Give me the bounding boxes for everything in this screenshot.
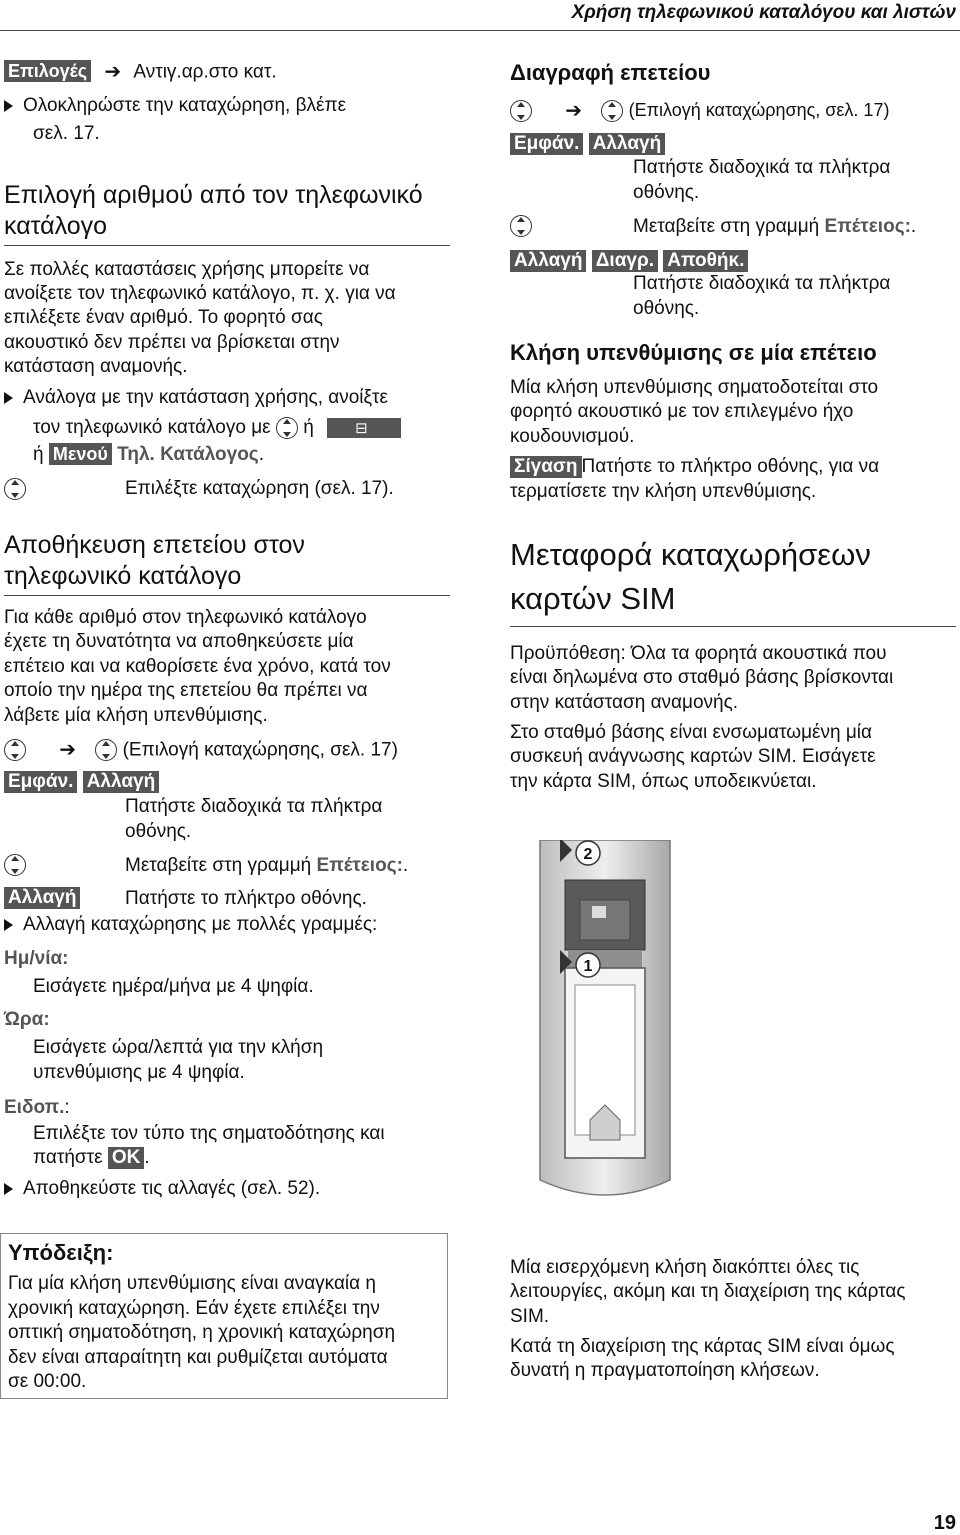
save-anniversary-title-2: τηλεφωνικό κατάλογο — [4, 562, 242, 590]
move-to-text: Μεταβείτε στη γραμμή — [125, 855, 312, 876]
phonebook-menu-item: Τηλ. Κατάλογος — [117, 444, 259, 465]
type-field-label: Ειδοπ. — [4, 1097, 65, 1118]
save-para-2: έχετε τη δυνατότητα να αποθηκεύσετε μία — [4, 631, 354, 652]
arrow-right-icon: ➔ — [59, 739, 77, 761]
ok-dot: . — [144, 1147, 150, 1168]
save-nav-text: (Επιλογή καταχώρησης, σελ. 17) — [122, 739, 398, 761]
nav-key-icon[interactable] — [4, 478, 26, 500]
choose-entry-line — [4, 477, 26, 502]
note-title: Υπόδειξη: — [8, 1240, 114, 1265]
change-key[interactable]: Αλλαγή — [83, 771, 159, 793]
arrow-right-icon: ➔ — [104, 61, 122, 83]
anniversary-field-label: Επέτειος: — [824, 216, 911, 237]
show-key[interactable]: Εμφάν. — [510, 133, 583, 155]
nav-key-icon[interactable] — [601, 100, 623, 122]
running-header: Χρήση τηλεφωνικού καταλόγου και λιστών — [571, 2, 956, 23]
nav-key-icon[interactable] — [4, 854, 26, 876]
or-text: ή — [303, 417, 314, 438]
complete-entry-bullet — [4, 94, 346, 119]
note-line-3: οπτική σηματοδότηση, η χρονική καταχώρηση — [8, 1322, 396, 1343]
open-directory-line3 — [33, 443, 264, 468]
multi-line-bullet — [4, 913, 377, 938]
change-key-2[interactable]: Αλλαγή — [4, 887, 80, 909]
silence-line — [510, 455, 879, 480]
sim-para2-1: Στο σταθμό βάσης είναι ενσωματωμένη μία — [510, 722, 872, 743]
silence-key[interactable]: Σίγαση — [510, 456, 582, 478]
sim-para3-2: λειτουργίες, ακόμη και τη διαχείριση της κάρτας — [510, 1281, 906, 1302]
type-field-text-2 — [33, 1146, 150, 1171]
type-field-label-line — [4, 1096, 70, 1121]
section-rule — [4, 245, 450, 246]
nav-key-icon[interactable] — [510, 215, 532, 237]
ok-key[interactable]: OK — [108, 1147, 145, 1169]
delete-nav-line — [510, 98, 889, 124]
note-line-1: Για μία κλήση υπενθύμισης είναι αναγκαία η — [8, 1273, 376, 1294]
bullet-triangle-icon — [4, 392, 13, 404]
menu-key[interactable]: Μενού — [49, 443, 112, 465]
time-field-label: Ώρα: — [4, 1009, 50, 1030]
nav-key-icon[interactable] — [276, 417, 298, 439]
figure-label-1: 1 — [583, 958, 593, 975]
sim-transfer-title-2: καρτών SIM — [510, 581, 676, 616]
sim-para1-2: είναι δηλωμένα στο σταθμό βάσης βρίσκονται — [510, 667, 894, 688]
delete-move-line — [633, 215, 916, 240]
open-directory-text: τον τηλεφωνικό κατάλογο με — [33, 417, 271, 438]
delete-press-keys-4: οθόνης. — [633, 298, 700, 319]
type-field-colon: : — [64, 1097, 70, 1118]
reminder-para-2: φορητό ακουστικό με τον επιλεγμένο ήχο — [510, 401, 854, 422]
save-para-5: λάβετε μία κλήση υπενθύμισης. — [4, 705, 268, 726]
reminder-call-title: Κλήση υπενθύμισης σε μία επέτειο — [510, 340, 877, 365]
change-key-2[interactable]: Αλλαγή — [510, 250, 586, 272]
page-number: 19 — [933, 1512, 956, 1534]
note-line-5: σε 00:00. — [8, 1371, 87, 1392]
sim-transfer-title-1: Μεταφορά καταχωρήσεων — [510, 537, 871, 572]
silence-text-1: Πατήστε το πλήκτρο οθόνης, για να — [581, 456, 880, 477]
open-directory-line1: Ανάλογα με την κατάσταση χρήσης, ανοίξτε — [23, 387, 389, 408]
bullet-triangle-icon — [4, 100, 13, 112]
arrow-right-icon: ➔ — [565, 99, 583, 122]
reminder-para-1: Μία κλήση υπενθύμισης σηματοδοτείται στο — [510, 377, 879, 398]
select-para-2: ανοίξετε τον τηλεφωνικό κατάλογο, π. χ. για να — [4, 283, 396, 304]
delete-press-keys-2: οθόνης. — [633, 182, 700, 203]
sim-card-insertion-figure — [530, 840, 680, 1200]
bullet-triangle-icon — [4, 1183, 13, 1195]
date-field-text: Εισάγετε ημέρα/μήνα με 4 ψηφία. — [33, 976, 314, 997]
delete-nav-text: (Επιλογή καταχώρησης, σελ. 17) — [628, 100, 890, 120]
show-key[interactable]: Εμφάν. — [4, 771, 77, 793]
copy-number-text: Αντιγ.αρ.στο κατ. — [133, 61, 277, 83]
note-line-2: χρονική καταχώρηση. Εάν έχετε επιλέξει την — [8, 1298, 380, 1319]
sim-para3-1: Μία εισερχόμενη κλήση διακόπτει όλες τις — [510, 1257, 860, 1278]
press-key-text: Πατήστε το πλήκτρο οθόνης. — [125, 888, 367, 909]
sim-para2-2: συσκευή ανάγνωσης καρτών SIM. Εισάγετε — [510, 746, 876, 767]
move-dot: . — [402, 855, 409, 876]
sim-para3-3: SIM. — [510, 1306, 550, 1327]
silence-text-2: τερματίσετε την κλήση υπενθύμισης. — [510, 481, 817, 502]
save-changes-bullet — [4, 1177, 320, 1202]
figure-label-2: 2 — [583, 846, 593, 863]
sim-para1-3: στην κατάσταση αναμονής. — [510, 692, 739, 713]
press-text: πατήστε — [33, 1147, 103, 1168]
nav-key-icon[interactable] — [4, 739, 26, 761]
save-move-line — [125, 854, 408, 879]
directory-key-icon[interactable]: ⊟ — [327, 418, 401, 438]
date-field-label: Ημ/νία: — [4, 948, 69, 969]
sim-para4-2: δυνατή η πραγματοποίηση κλήσεων. — [510, 1360, 820, 1381]
save-anniversary-title-1: Αποθήκευση επετείου στον — [4, 531, 305, 559]
open-directory-line2 — [33, 416, 401, 441]
save-press-keys-2: οθόνης. — [125, 821, 192, 842]
sim-para2-3: την κάρτα SIM, όπως υποδεικνύεται. — [510, 771, 817, 792]
open-directory-bullet — [4, 386, 388, 411]
copy-number-line — [4, 60, 277, 85]
options-key[interactable]: Επιλογές — [4, 60, 91, 82]
save-move-nav — [4, 853, 26, 878]
delete-press-keys-3: Πατήστε διαδοχικά τα πλήκτρα — [633, 273, 891, 294]
select-para-1: Σε πολλές καταστάσεις χρήσης μπορείτε να — [4, 259, 370, 280]
save-press-keys-1: Πατήστε διαδοχικά τα πλήκτρα — [125, 796, 383, 817]
save-key[interactable]: Αποθήκ. — [663, 250, 748, 272]
multi-line-text: Αλλαγή καταχώρησης με πολλές γραμμές: — [23, 914, 378, 935]
change-key[interactable]: Αλλαγή — [589, 133, 665, 155]
select-para-3: επιλέξετε έναν αριθμό. Το φορητό σας — [4, 307, 323, 328]
sim-para4-1: Κατά τη διαχείριση της κάρτας SIM είναι όμως — [510, 1336, 895, 1357]
nav-key-icon[interactable] — [510, 100, 532, 122]
move-to-text: Μεταβείτε στη γραμμή — [633, 216, 820, 237]
save-changes-text: Αποθηκεύστε τις αλλαγές (σελ. 52). — [23, 1178, 321, 1199]
delete-key[interactable]: Διαγρ. — [592, 250, 658, 272]
time-field-text-1: Εισάγετε ώρα/λεπτά για την κλήση — [33, 1037, 324, 1058]
select-para-4: ακουστικό δεν πρέπει να βρίσκεται στην — [4, 332, 340, 353]
section-rule — [4, 595, 450, 596]
delete-keys-line-2 — [510, 249, 748, 274]
header-rule — [0, 30, 960, 31]
bullet-triangle-icon — [4, 919, 13, 931]
complete-entry-line1: Ολοκληρώστε την καταχώρηση, βλέπε — [23, 95, 347, 116]
section-rule — [510, 626, 956, 627]
sim-para1-1: Προϋπόθεση: Όλα τα φορητά ακουστικά που — [510, 643, 887, 664]
select-para-5: κατάσταση αναμονής. — [4, 356, 188, 377]
reminder-para-3: κουδουνισμού. — [510, 426, 635, 447]
anniversary-field-label: Επέτειος: — [316, 855, 403, 876]
or-text-2: ή — [33, 444, 44, 465]
choose-entry-text: Επιλέξτε καταχώρηση (σελ. 17). — [125, 478, 394, 499]
change-key-line — [4, 886, 80, 911]
nav-key-icon[interactable] — [95, 739, 117, 761]
delete-press-keys-1: Πατήστε διαδοχικά τα πλήκτρα — [633, 157, 891, 178]
move-dot: . — [910, 216, 917, 237]
time-field-text-2: υπενθύμισης με 4 ψηφία. — [33, 1062, 245, 1083]
save-keys-line — [4, 770, 159, 795]
save-nav-line — [4, 738, 398, 763]
delete-anniversary-title: Διαγραφή επετείου — [510, 60, 711, 85]
save-para-3: επέτειο και να καθορίσετε ένα χρόνο, κατά τον — [4, 656, 391, 677]
menu-dot: . — [258, 444, 264, 465]
delete-move-nav — [510, 214, 532, 239]
complete-entry-line2: σελ. 17. — [33, 123, 100, 144]
save-para-1: Για κάθε αριθμό στον τηλεφωνικό κατάλογο — [4, 607, 367, 628]
select-number-title-2: κατάλογο — [4, 212, 108, 240]
delete-keys-line — [510, 132, 665, 157]
save-para-4: οποίο την ημέρα της επετείου θα πρέπει να — [4, 680, 368, 701]
type-field-text-1: Επιλέξτε τον τύπο της σηματοδότησης και — [33, 1123, 385, 1144]
note-line-4: δεν είναι απαραίτητη και ρυθμίζεται αυτόματα — [8, 1347, 388, 1368]
select-number-title-1: Επιλογή αριθμού από τον τηλεφωνικό — [4, 181, 423, 209]
